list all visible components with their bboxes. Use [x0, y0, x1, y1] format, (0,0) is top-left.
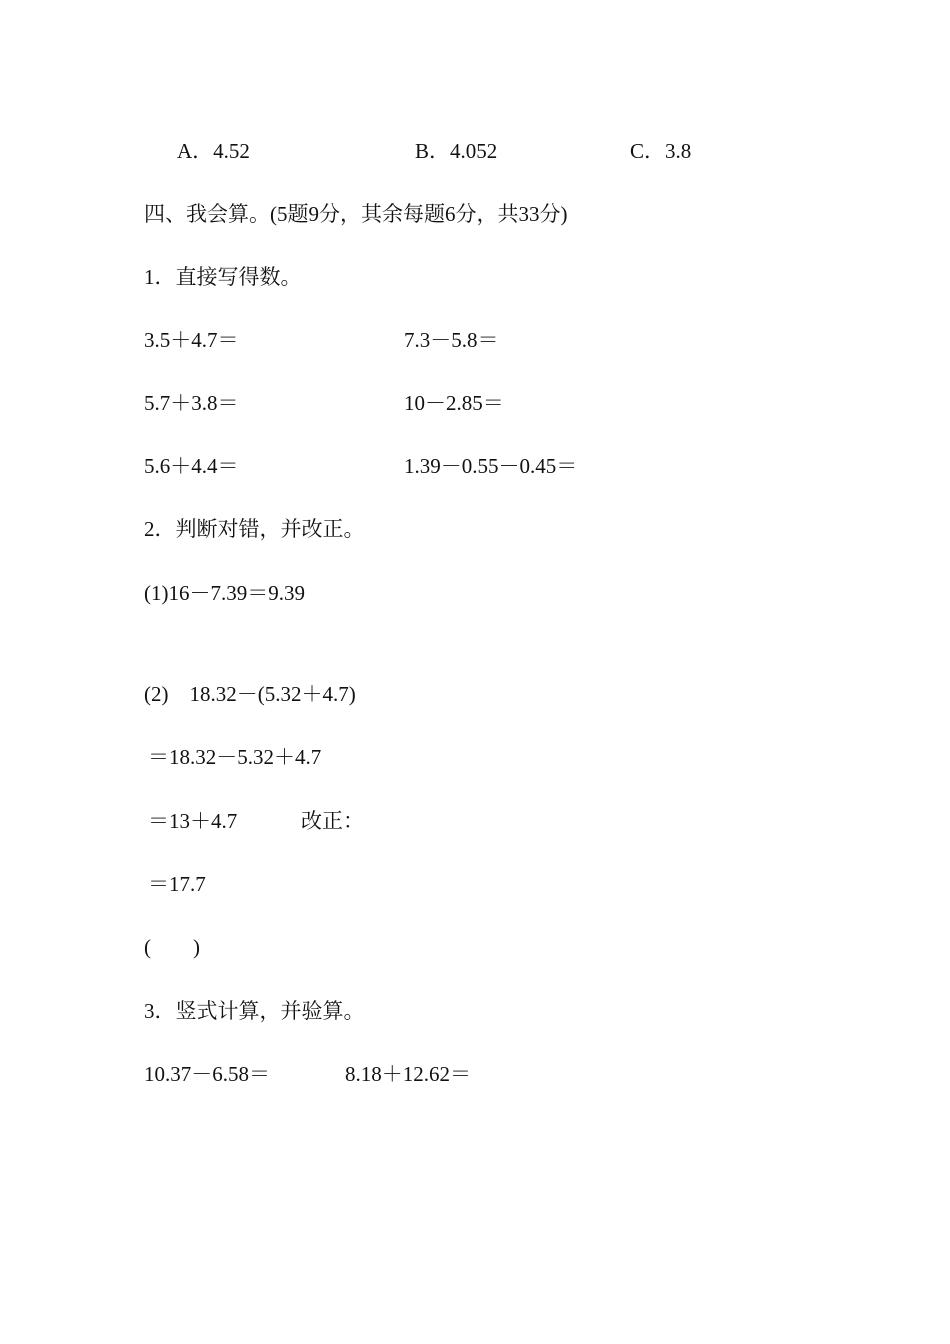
q2-title: 2．判断对错，并改正。 — [144, 517, 365, 541]
q1-title: 1．直接写得数。 — [144, 265, 302, 289]
q3-title: 3．竖式计算，并验算。 — [144, 999, 365, 1023]
q3-item-1: 10.37－6.58＝ — [144, 1062, 270, 1086]
q1-item-4: 10－2.85＝ — [404, 391, 504, 415]
choice-c: C．3.8 — [630, 139, 692, 163]
q1-item-1: 3.5＋4.7＝ — [144, 328, 239, 352]
q2-part2-line1: (2) 18.32－(5.32＋4.7) — [144, 682, 356, 706]
section-heading: 四、我会算。(5题9分，其余每题6分，共33分) — [144, 202, 568, 226]
q1-item-6: 1.39－0.55－0.45＝ — [404, 454, 578, 478]
q2-part2-line3: ＝13＋4.7 — [148, 809, 238, 833]
choice-a: A．4.52 — [177, 139, 250, 163]
q2-part1: (1)16－7.39＝9.39 — [144, 581, 305, 605]
q3-item-2: 8.18＋12.62＝ — [345, 1062, 471, 1086]
q1-item-3: 5.7＋3.8＝ — [144, 391, 239, 415]
q2-part2-line2: ＝18.32－5.32＋4.7 — [148, 745, 322, 769]
q1-item-2: 7.3－5.8＝ — [404, 328, 499, 352]
q2-part2-line4: ＝17.7 — [148, 872, 206, 896]
choice-b: B．4.052 — [415, 139, 498, 163]
q1-item-5: 5.6＋4.4＝ — [144, 454, 239, 478]
answer-paren: ( ) — [144, 935, 200, 959]
correct-label: 改正： — [301, 809, 364, 833]
